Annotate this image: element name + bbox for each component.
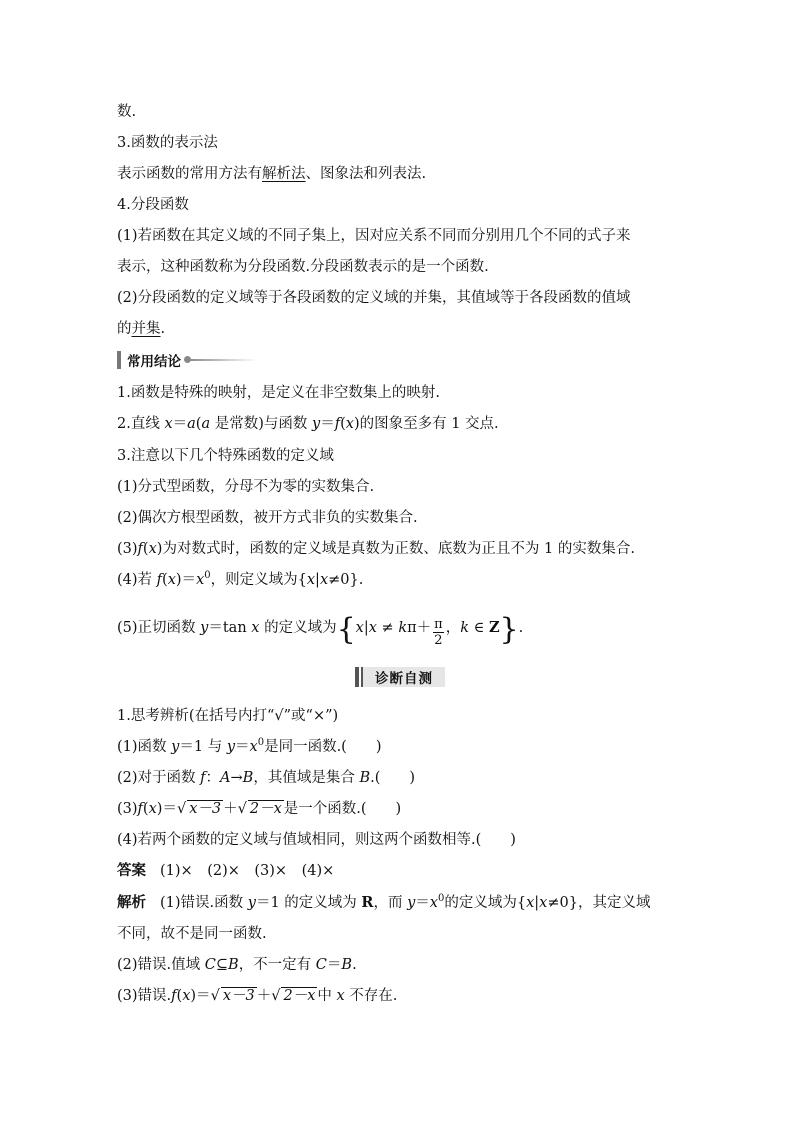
text: ，其值域是集合 bbox=[253, 770, 360, 786]
math-var: B bbox=[359, 770, 371, 786]
text: 3.注意以下几个特殊函数的定义域 bbox=[117, 448, 334, 464]
text: ＝ bbox=[235, 739, 250, 755]
text-line bbox=[117, 508, 418, 528]
text: ( bbox=[142, 541, 149, 557]
text: 是一个函数.( ) bbox=[283, 801, 402, 817]
math-var: x bbox=[164, 416, 173, 432]
text: .( ) bbox=[370, 770, 416, 786]
explanation-line bbox=[117, 986, 397, 1006]
text: (3) bbox=[117, 801, 138, 817]
real-set-symbol: R bbox=[361, 894, 374, 911]
text: . bbox=[352, 957, 357, 973]
text: ≠0}. bbox=[328, 572, 364, 588]
math-var: B bbox=[228, 957, 239, 973]
radicand: 2－x bbox=[249, 801, 282, 817]
math-var: y bbox=[226, 739, 236, 755]
text: ( bbox=[340, 416, 346, 432]
text-line bbox=[117, 706, 338, 726]
text-line bbox=[117, 477, 374, 497]
text: ( bbox=[142, 801, 149, 817]
text: )的图象至多有 1 交点. bbox=[353, 416, 499, 432]
text-line bbox=[117, 414, 499, 434]
math-var: x bbox=[336, 988, 345, 1004]
radicand: 2－x bbox=[283, 988, 316, 1004]
section-title: 常用结论 bbox=[127, 354, 181, 370]
math-var: A bbox=[220, 770, 231, 786]
math-var: B bbox=[341, 957, 353, 973]
right-brace-icon: } bbox=[499, 612, 519, 647]
math-var: y bbox=[247, 895, 256, 911]
math-var: x bbox=[251, 620, 260, 636]
explanation-line bbox=[117, 893, 650, 913]
math-var: x bbox=[368, 620, 377, 636]
text-line bbox=[117, 164, 426, 184]
text: (3)错误. bbox=[117, 988, 172, 1004]
math-var: x bbox=[148, 541, 157, 557]
text-line bbox=[117, 570, 363, 590]
fraction-denominator: 2 bbox=[434, 633, 443, 648]
text: | bbox=[534, 895, 540, 911]
sqrt-icon: √ bbox=[271, 988, 281, 1004]
text: (1)错误.函数 bbox=[160, 895, 248, 911]
text: ( bbox=[162, 572, 168, 588]
text: )为对数式时，函数的定义域是真数为正数、底数为正且不为 1 的实数集合. bbox=[156, 541, 635, 557]
text: )＝ bbox=[156, 801, 177, 817]
text-line bbox=[117, 102, 136, 122]
math-var: x bbox=[249, 739, 258, 755]
text: (2)对于函数 bbox=[117, 770, 201, 786]
question-item bbox=[117, 768, 415, 788]
exponent: 0 bbox=[437, 893, 445, 904]
math-var: f bbox=[156, 572, 163, 588]
math-var: x bbox=[196, 572, 205, 588]
text: ＝ bbox=[326, 957, 342, 973]
text-line bbox=[117, 383, 440, 403]
text: ＝1 与 bbox=[179, 739, 227, 755]
math-var: y bbox=[171, 739, 180, 755]
text-line bbox=[117, 319, 165, 339]
text: ( bbox=[176, 988, 183, 1004]
text: . bbox=[160, 321, 166, 337]
text: ≠0}，其定义域 bbox=[547, 895, 651, 911]
math-var: f bbox=[137, 541, 143, 557]
text: . bbox=[518, 620, 524, 636]
text: 是常数)与函数 bbox=[210, 416, 312, 432]
math-var: y bbox=[407, 895, 416, 911]
text: 的定义域为 bbox=[259, 620, 337, 636]
text: (1)函数 bbox=[117, 739, 172, 755]
text: (2)偶次方根型函数，被开方式非负的实数集合. bbox=[117, 510, 418, 526]
explanation-label: 解析 bbox=[117, 895, 146, 911]
text: 的 bbox=[117, 321, 132, 337]
sqrt-icon: √ bbox=[237, 801, 247, 817]
text: 1.函数是特殊的映射，是定义在非空数集上的映射. bbox=[117, 385, 440, 401]
text: | bbox=[363, 620, 369, 636]
math-var: x bbox=[148, 801, 157, 817]
exponent: 0 bbox=[204, 570, 211, 581]
text: 不存在. bbox=[344, 988, 398, 1004]
section-title: 诊断自测 bbox=[363, 667, 445, 687]
fraction bbox=[433, 617, 444, 648]
question-text: 1.思考辨析(在括号内打“√”或“×”) bbox=[117, 708, 339, 724]
math-var: x bbox=[319, 572, 329, 588]
math-var: C bbox=[315, 957, 327, 973]
text-line bbox=[117, 288, 631, 308]
exponent: 0 bbox=[257, 737, 265, 748]
explanation-line bbox=[117, 924, 267, 944]
math-var: y bbox=[312, 416, 321, 432]
text: (2)错误.值域 bbox=[117, 957, 205, 973]
text: ≠ bbox=[376, 620, 399, 636]
math-var: f bbox=[200, 770, 206, 786]
text: (2)分段函数的定义域等于各段函数的定义域的并集，其值域等于各段函数的值域 bbox=[117, 290, 631, 306]
text: ＝ bbox=[320, 416, 335, 432]
section-divider bbox=[187, 359, 257, 361]
explanation-line bbox=[117, 955, 357, 975]
text: )＝ bbox=[175, 572, 197, 588]
math-var: k bbox=[398, 620, 408, 636]
underlined-term: 并集 bbox=[131, 321, 161, 337]
answer-line bbox=[117, 861, 334, 881]
text: (4)若两个函数的定义域与值域相同，则这两个函数相等.( ) bbox=[117, 832, 516, 848]
question-item bbox=[117, 830, 516, 850]
text: 2.直线 bbox=[117, 416, 165, 432]
text: (1)若函数在其定义域的不同子集上，因对应关系不同而分别用几个不同的式子来 bbox=[117, 228, 631, 244]
math-var: k bbox=[460, 620, 469, 636]
text: 表示函数的常用方法有 bbox=[117, 166, 262, 182]
answer-text: (1)× (2)× (3)× (4)× bbox=[160, 863, 335, 879]
text: ＋ bbox=[256, 988, 272, 1004]
text: (4)若 bbox=[117, 572, 157, 588]
math-var: x bbox=[167, 572, 176, 588]
question-item bbox=[117, 737, 382, 757]
text: | bbox=[315, 572, 320, 588]
heading-text: 3.函数的表示法 bbox=[117, 135, 218, 151]
text: ，而 bbox=[373, 895, 408, 911]
question-item bbox=[117, 799, 401, 819]
text: ∈ bbox=[468, 620, 489, 636]
text-line bbox=[117, 539, 635, 559]
text: ⊆ bbox=[215, 957, 229, 973]
math-var: C bbox=[204, 957, 216, 973]
math-var: x bbox=[539, 895, 548, 911]
math-var: f bbox=[334, 416, 341, 432]
text: (1)分式型函数，分母不为零的实数集合. bbox=[117, 479, 375, 495]
math-var: a bbox=[187, 416, 196, 432]
math-var: x bbox=[306, 572, 316, 588]
answer-label: 答案 bbox=[117, 863, 146, 879]
math-var: y bbox=[200, 620, 209, 636]
math-var: x bbox=[526, 895, 535, 911]
section-bar-icon bbox=[117, 351, 121, 369]
text: ： bbox=[205, 770, 221, 786]
text: ＝1 的定义域为 bbox=[255, 895, 362, 911]
sqrt-icon: √ bbox=[176, 801, 187, 817]
section-header-conclusions bbox=[117, 350, 257, 370]
text: 是同一函数.( ) bbox=[264, 739, 382, 755]
text: ＝ bbox=[415, 895, 430, 911]
text: π＋ bbox=[407, 620, 432, 636]
fraction-numerator: π bbox=[434, 617, 443, 632]
math-var: f bbox=[171, 988, 177, 1004]
text: (3) bbox=[117, 541, 138, 557]
text: → bbox=[230, 770, 243, 786]
text: ，则定义域为{ bbox=[210, 572, 307, 588]
left-brace-icon: { bbox=[336, 612, 356, 647]
math-var: x bbox=[182, 988, 191, 1004]
radicand: x－3 bbox=[189, 801, 222, 817]
sqrt-icon: √ bbox=[210, 988, 220, 1004]
section-header-self-test bbox=[355, 666, 445, 688]
text-line-tan-domain bbox=[117, 612, 524, 648]
radicand: x－3 bbox=[222, 988, 255, 1004]
section-bar-icon bbox=[355, 667, 359, 687]
text: 表示，这种函数称为分段函数.分段函数表示的是一个函数. bbox=[117, 259, 489, 275]
math-var: x bbox=[429, 895, 438, 911]
math-var: f bbox=[137, 801, 143, 817]
math-var: a bbox=[201, 416, 211, 432]
integer-set-symbol: Z bbox=[488, 619, 500, 636]
heading-representation bbox=[117, 133, 218, 153]
text: 中 bbox=[317, 988, 337, 1004]
math-var: x bbox=[345, 416, 354, 432]
text: ＝ bbox=[172, 416, 188, 432]
text: ( bbox=[195, 416, 202, 432]
heading-text: 4.分段函数 bbox=[117, 197, 189, 213]
text: (5)正切函数 bbox=[117, 620, 201, 636]
text-line bbox=[117, 446, 334, 466]
text-line bbox=[117, 257, 489, 277]
text: ＝tan bbox=[208, 620, 252, 636]
math-var: x bbox=[355, 620, 364, 636]
heading-piecewise bbox=[117, 195, 189, 215]
text: 的定义域为{ bbox=[444, 895, 527, 911]
underlined-term: 解析法 bbox=[262, 166, 306, 182]
text: ＋ bbox=[223, 801, 238, 817]
text-line bbox=[117, 226, 631, 246]
text: )＝ bbox=[190, 988, 211, 1004]
text: 数. bbox=[117, 104, 137, 120]
text: ，不一定有 bbox=[238, 957, 316, 973]
text: 不同，故不是同一函数. bbox=[117, 926, 267, 942]
math-var: B bbox=[242, 770, 254, 786]
text: 、图象法和列表法. bbox=[305, 166, 427, 182]
text: ， bbox=[445, 620, 461, 636]
